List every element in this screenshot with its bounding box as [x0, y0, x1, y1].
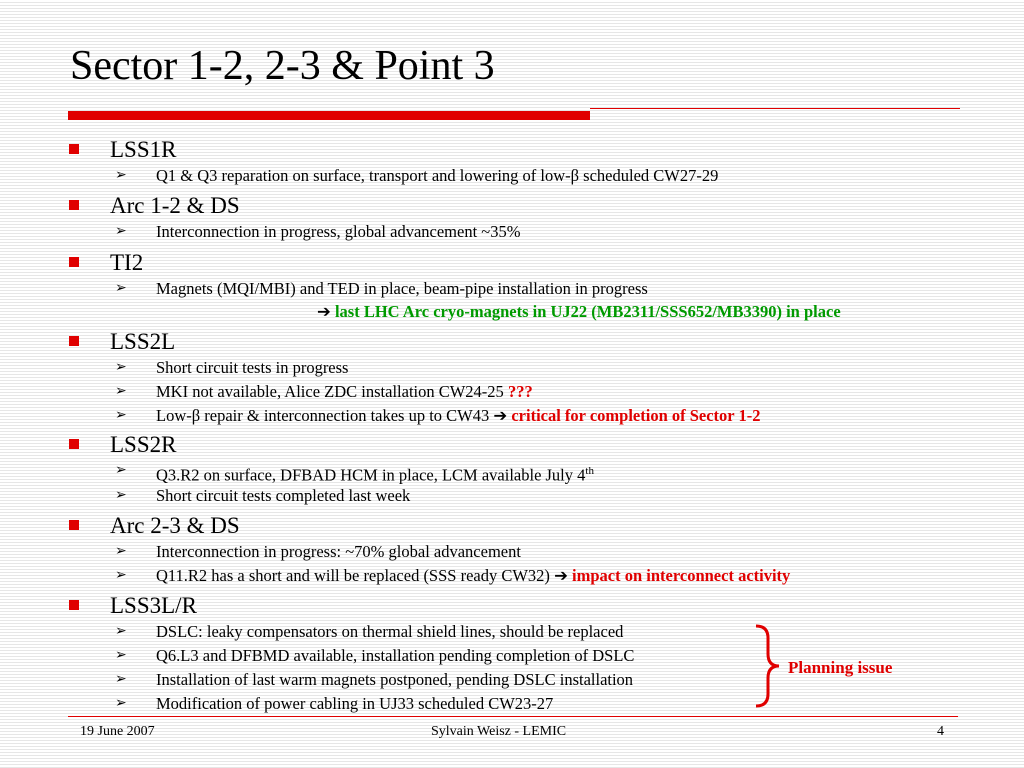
list-item — [156, 646, 634, 666]
right-brace-icon — [752, 624, 782, 708]
square-bullet-icon — [69, 200, 79, 210]
list-item — [156, 406, 760, 426]
item-text: Q3.R2 on surface, DFBAD HCM in place, LCM available July 4 — [156, 465, 586, 485]
arrow-bullet-icon: ➢ — [115, 168, 127, 183]
footer-date: 19 June 2007 — [80, 724, 155, 739]
section-heading: LSS3L/R — [110, 593, 197, 618]
item-text: Interconnection in progress, global advancement ~35% — [156, 222, 521, 241]
item-text: Magnets (MQI/MBI) and TED in place, beam-pipe installation in progress — [156, 279, 648, 298]
highlight-text: critical for completion of Sector 1-2 — [511, 406, 761, 425]
list-item — [156, 222, 520, 242]
item-text: Q11.R2 has a short and will be replaced (SSS ready CW32) — [156, 566, 555, 585]
footer-page-number: 4 — [937, 724, 944, 739]
item-text: Modification of power cabling in UJ33 scheduled CW23-27 — [156, 694, 554, 713]
arrow-bullet-icon: ➢ — [115, 360, 127, 375]
list-item — [156, 542, 521, 562]
item-text: MKI not available, Alice ZDC installation CW24-25 — [156, 382, 508, 401]
section-heading: Arc 1-2 & DS — [110, 193, 240, 218]
highlight-text: impact on interconnect activity — [572, 566, 791, 585]
footer-rule — [68, 716, 958, 717]
list-item — [156, 382, 533, 402]
square-bullet-icon — [69, 257, 79, 267]
square-bullet-icon — [69, 439, 79, 449]
arrow-bullet-icon: ➢ — [115, 488, 127, 503]
square-bullet-icon — [69, 600, 79, 610]
note-line — [317, 302, 841, 322]
item-text: Q6.L3 and DFBMD available, installation pending completion of DSLC — [156, 646, 635, 665]
item-text: Low-β repair & interconnection takes up to CW43 — [156, 406, 494, 425]
square-bullet-icon — [69, 336, 79, 346]
arrow-bullet-icon: ➢ — [115, 463, 127, 478]
list-item — [156, 279, 648, 299]
list-item — [156, 486, 410, 506]
note-text: last LHC Arc cryo-magnets in UJ22 (MB2311/SSS652/MB3390) in place — [334, 302, 841, 321]
arrow-bullet-icon: ➢ — [115, 544, 127, 559]
item-text: Interconnection in progress: ~70% global advancement — [156, 542, 521, 561]
right-arrow-icon: ➔ — [317, 302, 331, 321]
right-arrow-icon: ➔ — [493, 406, 508, 425]
list-item — [156, 358, 348, 378]
right-arrow-icon: ➔ — [554, 566, 568, 585]
highlight-text: ??? — [507, 382, 533, 401]
title-underline-thick — [68, 111, 590, 120]
section-heading: LSS1R — [110, 137, 177, 162]
list-item — [156, 166, 718, 186]
list-item — [156, 694, 553, 714]
section-heading: TI2 — [110, 250, 144, 275]
list-item — [156, 461, 594, 486]
square-bullet-icon — [69, 144, 79, 154]
item-text: DSLC: leaky compensators on thermal shield lines, should be replaced — [156, 622, 624, 641]
arrow-bullet-icon: ➢ — [115, 224, 127, 239]
arrow-bullet-icon: ➢ — [115, 696, 127, 711]
arrow-bullet-icon: ➢ — [115, 648, 127, 663]
title-underline-thin — [590, 108, 960, 109]
item-text: Q1 & Q3 reparation on surface, transport and lowering of low-β scheduled CW27-29 — [156, 166, 719, 185]
slide-title: Sector 1-2, 2-3 & Point 3 — [70, 43, 495, 89]
planning-issue-callout: Planning issue — [788, 658, 893, 677]
list-item — [156, 566, 790, 586]
square-bullet-icon — [69, 520, 79, 530]
arrow-bullet-icon: ➢ — [115, 568, 127, 583]
list-item — [156, 622, 623, 642]
section-heading: LSS2L — [110, 329, 176, 354]
item-text: Installation of last warm magnets postponed, pending DSLC installation — [156, 670, 634, 689]
arrow-bullet-icon: ➢ — [115, 408, 127, 423]
arrow-bullet-icon: ➢ — [115, 281, 127, 296]
item-text: Short circuit tests completed last week — [156, 486, 411, 505]
section-heading: Arc 2-3 & DS — [110, 513, 240, 538]
item-superscript: th — [585, 465, 594, 477]
list-item — [156, 670, 633, 690]
arrow-bullet-icon: ➢ — [115, 624, 127, 639]
footer-author: Sylvain Weisz - LEMIC — [431, 724, 567, 739]
arrow-bullet-icon: ➢ — [115, 384, 127, 399]
arrow-bullet-icon: ➢ — [115, 672, 127, 687]
item-text: Short circuit tests in progress — [156, 358, 349, 377]
section-heading: LSS2R — [110, 432, 177, 457]
